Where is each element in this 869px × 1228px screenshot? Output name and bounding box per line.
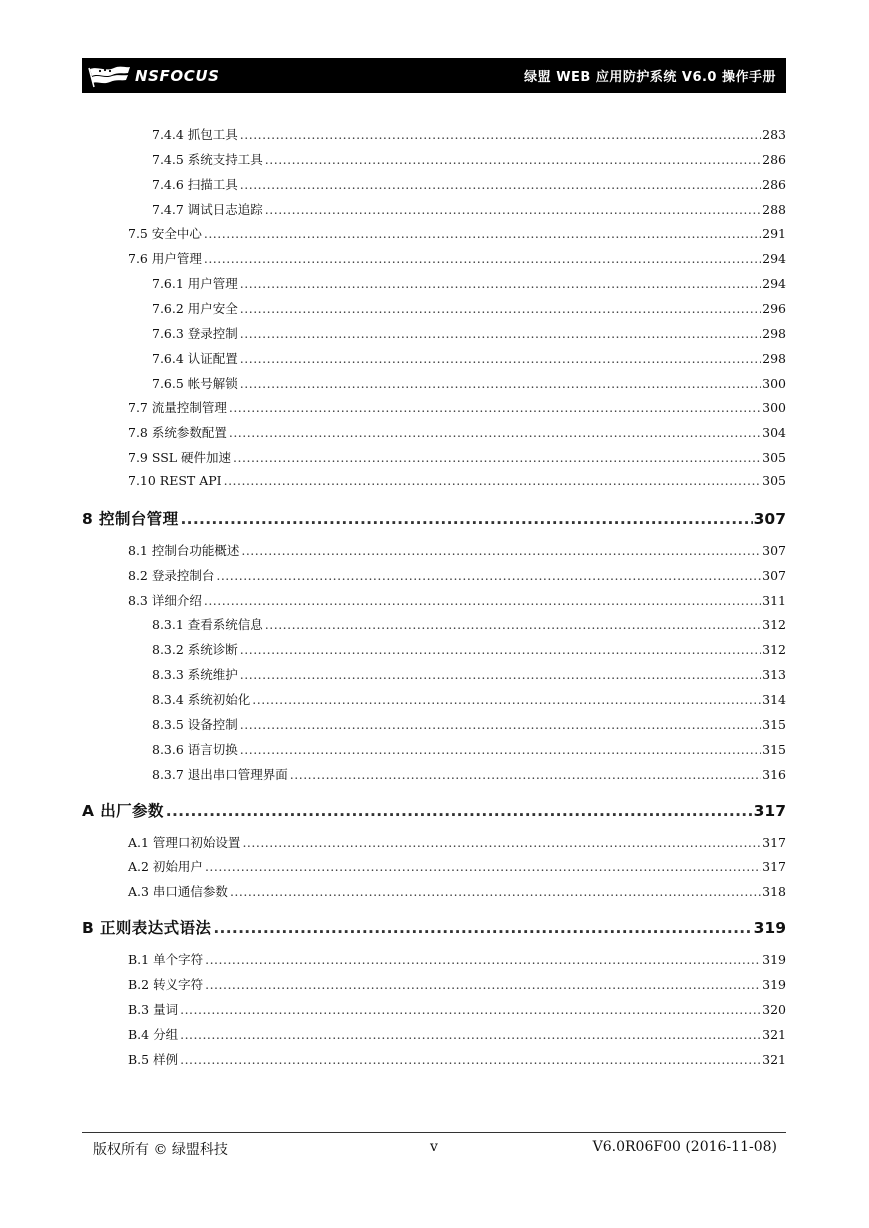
toc-entry[interactable] <box>128 950 786 968</box>
toc-entry-title: 7.9 SSL 硬件加速 <box>128 450 232 466</box>
toc-page-number: 317 <box>762 834 786 850</box>
toc-dot-leader <box>240 742 761 757</box>
toc-entry[interactable] <box>128 1025 786 1043</box>
toc-page-number: 312 <box>762 642 786 658</box>
toc-dot-leader <box>241 543 761 558</box>
manual-title: 绿盟 WEB 应用防护系统 V6.0 操作手册 <box>524 70 776 85</box>
toc-entry[interactable] <box>128 975 786 993</box>
toc-entry[interactable] <box>128 448 786 466</box>
toc-dot-leader <box>205 952 761 967</box>
toc-entry-title: B 正则表达式语法 <box>82 919 212 938</box>
footer-copyright: 版权所有 © 绿盟科技 <box>93 1142 228 1158</box>
toc-entry[interactable] <box>152 324 786 342</box>
toc-page-number: 317 <box>762 859 786 875</box>
toc-chapter-entry[interactable] <box>82 507 786 529</box>
toc-entry-title: B.1 单个字符 <box>128 952 204 968</box>
toc-entry-title: 7.6.2 用户安全 <box>152 300 238 316</box>
toc-entry-title: A.1 管理口初始设置 <box>128 834 241 850</box>
toc-page-number: 314 <box>762 692 786 707</box>
toc-entry-title: 7.10 REST API <box>128 472 222 488</box>
toc-page-number: 311 <box>762 592 786 608</box>
toc-entry-title: 7.6.1 用户管理 <box>152 276 238 292</box>
toc-page-number: 307 <box>762 542 786 558</box>
toc-dot-leader <box>233 450 761 465</box>
toc-dot-leader <box>265 617 761 632</box>
toc-entry-title: 7.4.4 抓包工具 <box>152 127 238 142</box>
toc-entry[interactable] <box>152 765 786 783</box>
toc-entry[interactable] <box>152 150 786 168</box>
toc-entry[interactable] <box>152 125 786 143</box>
toc-entry-title: 8.2 登录控制台 <box>128 567 215 583</box>
toc-dot-leader <box>240 177 761 192</box>
toc-entry[interactable] <box>152 615 786 633</box>
toc-entry[interactable] <box>128 882 786 900</box>
toc-entry[interactable] <box>128 224 786 242</box>
toc-entry-title: 8.3.1 查看系统信息 <box>152 617 263 633</box>
toc-dot-leader <box>290 767 761 782</box>
toc-page-number: 291 <box>762 226 786 242</box>
toc-entry[interactable] <box>128 423 786 441</box>
toc-dot-leader <box>204 251 761 266</box>
toc-entry-title: 7.4.5 系统支持工具 <box>152 151 263 167</box>
toc-page-number: 319 <box>753 919 786 938</box>
toc-entry[interactable] <box>152 200 786 218</box>
toc-page-number: 286 <box>762 151 786 167</box>
toc-entry-title: 7.4.7 调试日志追踪 <box>152 201 263 217</box>
toc-page-number: 318 <box>762 884 786 900</box>
toc-page-number: 300 <box>762 375 786 391</box>
toc-page-number: 312 <box>762 617 786 633</box>
toc-entry[interactable] <box>128 591 786 609</box>
toc-dot-leader <box>240 642 761 657</box>
toc-page-number: 298 <box>762 325 786 341</box>
toc-entry-title: A 出厂参数 <box>82 801 164 820</box>
toc-page-number: 296 <box>762 300 786 316</box>
toc-entry-title: 8.3 详细介绍 <box>128 592 202 608</box>
toc-page-number: 315 <box>762 741 786 757</box>
toc-page-number: 305 <box>762 472 786 488</box>
toc-chapter-entry[interactable] <box>82 916 786 938</box>
toc-entry-title: 8.3.3 系统维护 <box>152 667 238 683</box>
toc-dot-leader <box>213 919 752 937</box>
toc-page-number: 315 <box>762 716 786 732</box>
toc-page-number: 283 <box>762 127 786 142</box>
toc-entry[interactable] <box>128 1050 786 1068</box>
toc-dot-leader <box>229 400 761 415</box>
toc-entry[interactable] <box>152 640 786 658</box>
toc-page-number: 294 <box>762 276 786 292</box>
toc-dot-leader <box>204 226 761 241</box>
toc-entry[interactable] <box>128 566 786 584</box>
toc-entry-title: B.2 转义字符 <box>128 977 204 993</box>
toc-entry[interactable] <box>128 833 786 851</box>
toc-dot-leader <box>240 717 761 732</box>
toc-dot-leader <box>180 1002 761 1017</box>
toc-dot-leader <box>205 859 761 874</box>
toc-page-number: 320 <box>762 1001 786 1017</box>
footer-page-number: v <box>430 1139 438 1155</box>
toc-page-number: 321 <box>762 1051 786 1067</box>
toc-dot-leader <box>240 301 761 316</box>
toc-entry-title: B.5 样例 <box>128 1051 179 1067</box>
toc-entry[interactable] <box>152 715 786 733</box>
toc-entry-title: 7.6.4 认证配置 <box>152 350 238 366</box>
toc-page-number: 317 <box>753 801 786 820</box>
toc-page-number: 304 <box>762 425 786 441</box>
toc-page-number: 307 <box>753 509 786 528</box>
toc-entry[interactable] <box>152 665 786 683</box>
toc-entry[interactable] <box>128 541 786 559</box>
toc-dot-leader <box>240 667 761 682</box>
toc-entry-title: 7.6 用户管理 <box>128 251 202 267</box>
toc-dot-leader <box>216 568 761 583</box>
toc-entry-title: 8.3.2 系统诊断 <box>152 642 238 658</box>
toc-page-number: 294 <box>762 251 786 267</box>
footer-version: V6.0R06F00 (2016-11-08) <box>592 1139 777 1155</box>
toc-entry-title: 8.3.7 退出串口管理界面 <box>152 766 288 782</box>
toc-entry-title: A.3 串口通信参数 <box>128 884 228 900</box>
footer-divider <box>82 1132 786 1133</box>
toc-entry[interactable] <box>152 274 786 292</box>
toc-entry-title: 7.6.3 登录控制 <box>152 325 238 341</box>
nsfocus-logo <box>88 64 220 88</box>
toc-dot-leader <box>230 884 761 899</box>
toc-entry-title: 7.7 流量控制管理 <box>128 400 227 416</box>
toc-entry[interactable] <box>128 249 786 267</box>
toc-entry-title: B.4 分组 <box>128 1026 179 1042</box>
toc-entry[interactable] <box>152 175 786 193</box>
toc-dot-leader <box>265 152 761 167</box>
toc-entry[interactable] <box>128 857 786 875</box>
toc-page-number: 288 <box>762 201 786 217</box>
toc-page-number: 321 <box>762 1026 786 1042</box>
toc-chapter-entry[interactable] <box>82 799 786 821</box>
toc-entry[interactable] <box>152 740 786 758</box>
toc-page-number: 319 <box>762 977 786 993</box>
toc-entry-title: A.2 初始用户 <box>128 859 203 875</box>
toc-dot-leader <box>180 1027 761 1042</box>
toc-entry[interactable] <box>128 1000 786 1018</box>
toc-dot-leader <box>229 425 761 440</box>
page-header <box>82 58 786 93</box>
toc-entry-title: 8.1 控制台功能概述 <box>128 542 240 558</box>
toc-dot-leader <box>205 977 761 992</box>
toc-dot-leader <box>166 802 753 820</box>
toc-entry-title: 8.3.5 设备控制 <box>152 716 238 732</box>
toc-entry[interactable] <box>152 299 786 317</box>
toc-entry[interactable] <box>128 398 786 416</box>
toc-dot-leader <box>242 835 761 850</box>
toc-dot-leader <box>180 1052 761 1067</box>
toc-dot-leader <box>240 127 761 142</box>
toc-entry-title: 7.8 系统参数配置 <box>128 425 227 441</box>
toc-entry-title: 8.3.6 语言切换 <box>152 741 238 757</box>
toc-entry[interactable] <box>128 473 786 491</box>
logo-text: NSFOCUS <box>135 67 220 85</box>
toc-dot-leader <box>240 326 761 341</box>
toc-page-number: 305 <box>762 450 786 466</box>
toc-page-number: 316 <box>762 766 786 782</box>
toc-entry-title: 7.5 安全中心 <box>128 226 202 242</box>
toc-page-number: 319 <box>762 952 786 968</box>
toc-entry[interactable] <box>152 374 786 392</box>
toc-entry-title: 8.3.4 系统初始化 <box>152 692 251 707</box>
toc-dot-leader <box>224 473 762 488</box>
toc-entry-title: 8 控制台管理 <box>82 509 179 528</box>
toc-page-number: 298 <box>762 350 786 366</box>
toc-dot-leader <box>265 202 761 217</box>
toc-entry[interactable] <box>152 349 786 367</box>
flag-logo-icon <box>88 64 132 88</box>
toc-entry[interactable] <box>152 690 786 708</box>
toc-page-number: 307 <box>762 567 786 583</box>
toc-page-number: 286 <box>762 176 786 192</box>
toc-dot-leader <box>180 510 752 528</box>
toc-entry-title: 7.6.5 帐号解锁 <box>152 375 238 391</box>
toc-entry-title: B.3 量词 <box>128 1001 179 1017</box>
toc-dot-leader <box>240 351 761 366</box>
toc-dot-leader <box>240 376 761 391</box>
toc-dot-leader <box>204 593 761 608</box>
toc-page-number: 313 <box>762 667 786 683</box>
toc-entry-title: 7.4.6 扫描工具 <box>152 176 238 192</box>
toc-dot-leader <box>252 692 761 707</box>
toc-page-number: 300 <box>762 400 786 416</box>
toc-dot-leader <box>240 276 761 291</box>
